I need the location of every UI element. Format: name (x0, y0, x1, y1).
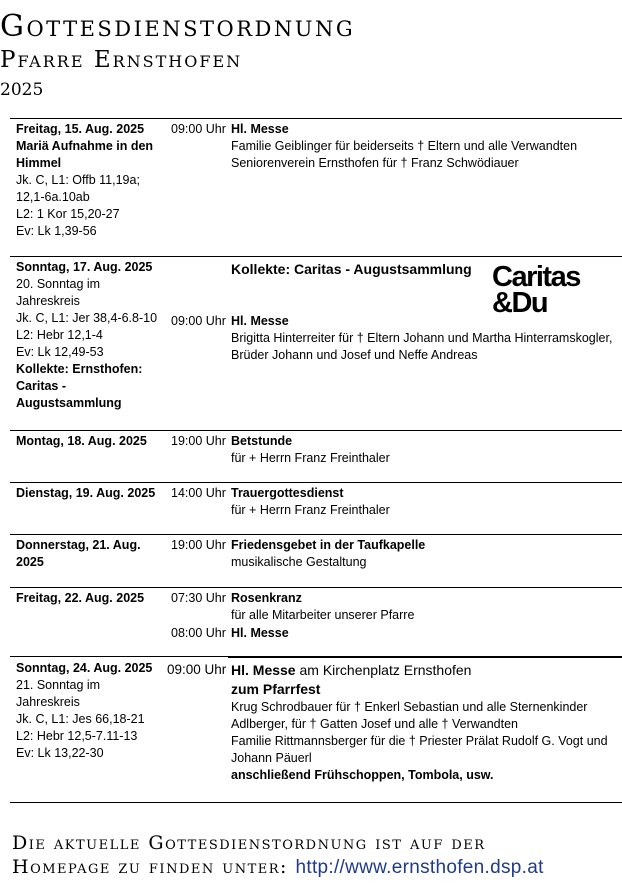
reading: L2: Hebr 12,1-4 (16, 328, 103, 342)
entry-date-column (16, 485, 166, 502)
homepage-link[interactable]: http://www.ernsthofen.dsp.at (295, 857, 544, 878)
reading: Jk. C, L1: Jer 38,4-6.8-10 (16, 311, 158, 325)
reading: Ev: Lk 1,39-56 (16, 224, 97, 238)
year: 2025 (0, 80, 44, 100)
reading: Ev: Lk 12,49-53 (16, 345, 104, 359)
sunday-name: 21. Sonntag im (16, 678, 101, 692)
service-time: 08:00 Uhr (171, 626, 226, 640)
reading: L2: 1 Kor 15,20-27 (16, 207, 120, 221)
service-time: 07:30 Uhr (171, 591, 226, 605)
entry-divider-accent (228, 657, 622, 658)
reading: Ev: Lk 13,22-30 (16, 746, 104, 760)
intention: Familie Geiblinger für beiderseits † Eltern und alle Verwandten (231, 139, 578, 153)
service-heading (231, 661, 616, 680)
intention: Adlberger, für † Gatten Josef und alle † Verwandten (231, 717, 518, 731)
service-location: am Kirchenplatz Ernsthofen (295, 662, 472, 678)
service-time: 09:00 Uhr (171, 314, 226, 328)
service-name: Hl. Messe (231, 662, 296, 678)
footer-note (12, 831, 616, 880)
service-time: 14:00 Uhr (171, 486, 226, 500)
collection-label: Kollekte: Ernsthofen: (16, 362, 143, 376)
entry-date-column (16, 121, 166, 240)
entry-divider (10, 118, 622, 119)
sunday-name: Jahreskreis (16, 695, 80, 709)
service-name: Hl. Messe (231, 314, 289, 328)
entry-date: Montag, 18. Aug. 2025 (16, 434, 147, 448)
entry-divider (10, 482, 622, 483)
intention: Brüder Johann und Josef und Neffe Andreas (231, 348, 478, 362)
service-name: Rosenkranz (231, 591, 302, 605)
entry-date-column (16, 433, 166, 450)
footer-line-2 (12, 855, 616, 880)
entry-divider (10, 430, 622, 431)
intention: musikalische Gestaltung (231, 555, 367, 569)
service-name: Hl. Messe (231, 122, 289, 136)
entry-date: Freitag, 22. Aug. 2025 (16, 591, 145, 605)
entry-date-column (16, 660, 166, 762)
entry-divider (10, 256, 622, 257)
service-name: Friedensgebet in der Taufkapelle (231, 538, 426, 552)
service-time: 09:00 Uhr (171, 122, 226, 136)
reading: 12,1-6a.10ab (16, 190, 90, 204)
intention: für + Herrn Franz Freinthaler (231, 451, 390, 465)
table-bottom-rule (10, 802, 622, 803)
entry-divider (10, 587, 622, 588)
entry-date: Donnerstag, 21. Aug. 2025 (16, 538, 141, 569)
service-details (231, 313, 616, 364)
service-details (231, 433, 616, 467)
entry-date-column (16, 537, 161, 571)
service-details (231, 661, 616, 784)
collection-label: Caritas - (16, 379, 67, 393)
closing-note: anschließend Frühschoppen, Tombola, usw. (231, 768, 494, 782)
service-details (231, 625, 616, 642)
service-name: Betstunde (231, 434, 293, 448)
collection-heading: Kollekte: Caritas - Augustsammlung (231, 261, 472, 277)
intention: Familie Rittmannsberger für die † Priester Prälat Rudolf G. Vogt und (231, 734, 608, 748)
service-time: 19:00 Uhr (171, 538, 226, 552)
sunday-name: Jahreskreis (16, 294, 80, 308)
service-time: 09:00 Uhr (167, 662, 227, 677)
service-details (231, 485, 616, 519)
intention: Seniorenverein Ernsthofen für † Franz Schwödiauer (231, 156, 519, 170)
footer-text: Homepage zu finden unter: (12, 856, 296, 878)
service-occasion: zum Pfarrfest (231, 681, 321, 697)
reading: Jk. C, L1: Jes 66,18-21 (16, 712, 145, 726)
reading: L2: Hebr 12,5-7.11-13 (16, 729, 138, 743)
entry-divider (10, 534, 622, 535)
entry-date: Sonntag, 24. Aug. 2025 (16, 661, 153, 675)
intention: für + Herrn Franz Freinthaler (231, 503, 390, 517)
feast-name: Mariä Aufnahme in den (16, 139, 154, 153)
intention: Krug Schrodbauer für † Enkerl Sebastian und alle Sternenkinder (231, 700, 588, 714)
service-details (231, 537, 616, 571)
caritas-logo: Caritas &Du (492, 261, 580, 319)
reading: Jk. C, L1: Offb 11,19a; (16, 173, 140, 187)
page-title: Gottesdienstordnung (0, 9, 356, 44)
entry-date: Freitag, 15. Aug. 2025 (16, 122, 145, 136)
service-details (231, 121, 616, 172)
parish-name: Pfarre Ernsthofen (0, 47, 243, 73)
entry-date-column (16, 590, 166, 607)
service-details (231, 590, 616, 624)
sunday-name: 20. Sonntag im (16, 277, 101, 291)
service-time: 19:00 Uhr (171, 434, 226, 448)
intention: Brigitta Hinterreiter für † Eltern Johann und Martha Hinterramskogler, (231, 331, 613, 345)
service-name: Trauergottesdienst (231, 486, 344, 500)
entry-date-column (16, 259, 166, 412)
entry-date: Sonntag, 17. Aug. 2025 (16, 260, 153, 274)
collection-label: Augustsammlung (16, 396, 122, 410)
service-name: Hl. Messe (231, 626, 289, 640)
intention: Johann Päuerl (231, 751, 312, 765)
entry-date: Dienstag, 19. Aug. 2025 (16, 486, 156, 500)
intention: für alle Mitarbeiter unserer Pfarre (231, 608, 415, 622)
footer-line-1: Die aktuelle Gottesdienstordnung ist auf der (12, 832, 486, 854)
feast-name: Himmel (16, 156, 62, 170)
